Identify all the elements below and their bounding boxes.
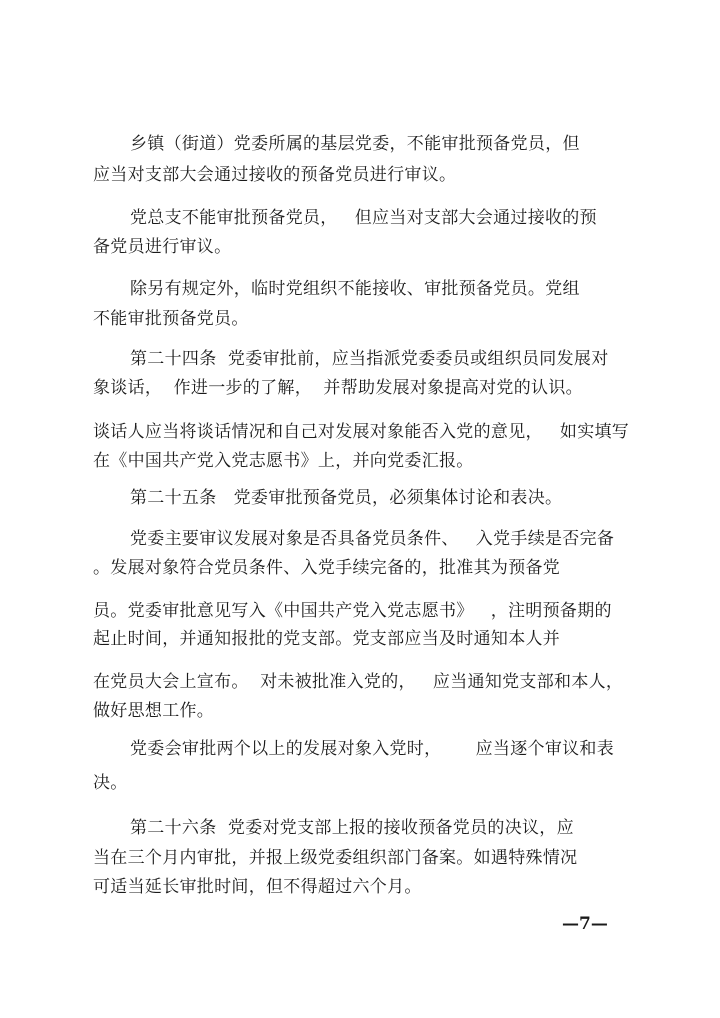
paragraph-6-line-1: 第二十五条 党委审批预备党员，必须集体讨论和表决。 [130,488,563,508]
page-number: —7— [562,914,608,934]
paragraph-4-line-2: 象谈话， 作进一步的了解， 并帮助发展对象提高对党的认识。 [93,378,583,398]
paragraph-7-line-2: 。发展对象符合党员条件、入党手续完备的，批准其为预备党 [93,558,561,578]
paragraph-8-line-2: 起止时间，并通知报批的党支部。党支部应当及时通知本人并 [93,629,561,649]
paragraph-3-line-1: 除另有规定外，临时党组织不能接收、审批预备党员。党组 [130,279,580,299]
paragraph-1-line-2: 应当对支部大会通过接收的预备党员进行审议。 [93,165,457,185]
paragraph-11-line-1: 第二十六条 党委对党支部上报的接收预备党员的决议，应 [130,818,574,838]
paragraph-5-line-1: 谈话人应当将谈话情况和自己对发展对象能否入党的意见， 如实填写 [93,422,630,442]
paragraph-2-line-1: 党总支不能审批预备党员， 但应当对支部大会通过接收的预 [130,208,597,228]
paragraph-9-line-2: 做好思想工作。 [93,701,215,721]
paragraph-3-line-2: 不能审批预备党员。 [93,309,249,329]
paragraph-2-line-2: 备党员进行审议。 [93,237,232,257]
paragraph-10-line-1: 党委会审批两个以上的发展对象入党时， 应当逐个审议和表 [130,739,615,759]
paragraph-5-line-2: 在《中国共产党入党志愿书》上，并向党委汇报。 [93,451,474,471]
paragraph-9-line-1: 在党员大会上宣布。 对未被批准入党的， 应当通知党支部和本人， [93,672,624,692]
paragraph-4-line-1: 第二十四条 党委审批前，应当指派党委委员或组织员同发展对 [130,349,609,369]
paragraph-8-line-1: 员。党委审批意见写入《中国共产党入党志愿书》 ，注明预备期的 [93,601,612,621]
paragraph-7-line-1: 党委主要审议发展对象是否具备党员条件、 入党手续是否完备 [130,529,615,549]
paragraph-11-line-2: 当在三个月内审批，并报上级党委组织部门备案。如遇特殊情况 [93,848,578,868]
paragraph-10-line-2: 决。 [93,773,128,793]
paragraph-1-line-1: 乡镇（街道）党委所属的基层党委，不能审批预备党员，但 [130,134,580,154]
paragraph-11-line-3: 可适当延长审批时间，但不得超过六个月。 [93,877,422,897]
